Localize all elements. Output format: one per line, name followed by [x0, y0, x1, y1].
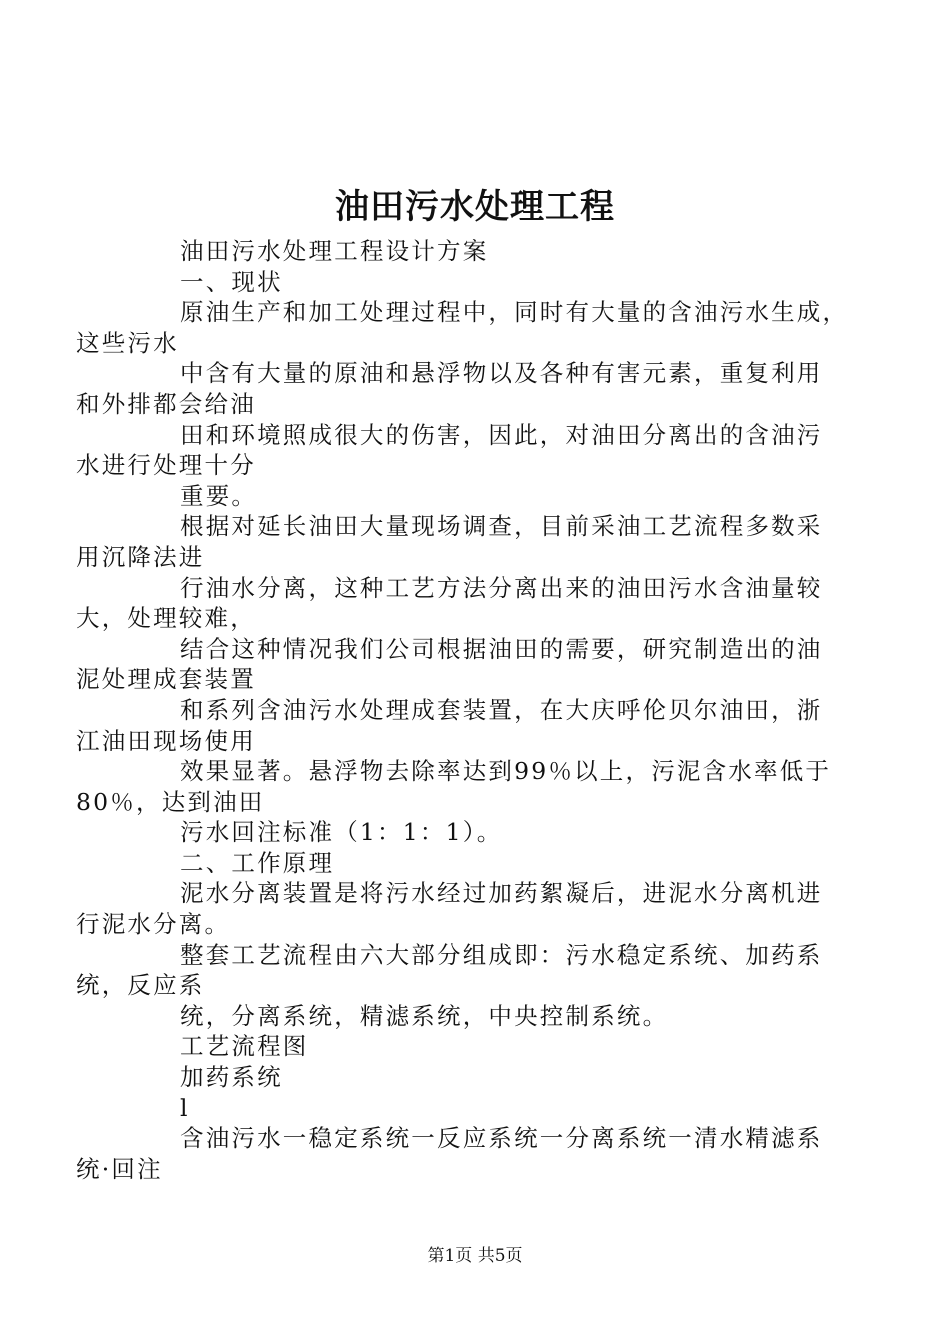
paragraph: [76, 756, 838, 817]
paragraph: [76, 634, 838, 695]
paragraph-continuation: 和外排都会给油: [76, 389, 256, 418]
paragraph-continuation: 统·回注: [76, 1154, 163, 1183]
paragraph-first-line: 行油水分离，这种工艺方法分离出来的油田污水含油量较: [180, 573, 823, 602]
paragraph-continuation: 行泥水分离。: [76, 910, 231, 939]
paragraph-first-line: 效果显著。悬浮物去除率达到99％以上，污泥含水率低于: [180, 757, 832, 786]
paragraph: [128, 1001, 838, 1032]
paragraph: [76, 358, 838, 419]
paragraph: [76, 511, 838, 572]
paragraph: [128, 848, 838, 879]
paragraph: [128, 236, 838, 267]
paragraph-continuation: 这些污水: [76, 328, 179, 357]
paragraph-continuation: 用沉降法进: [76, 542, 205, 571]
paragraph: [128, 817, 838, 848]
document-body: [76, 236, 849, 1184]
paragraph: [128, 1062, 838, 1093]
paragraph: [76, 940, 838, 1001]
paragraph-first-line: 整套工艺流程由六大部分组成即：污水稳定系统、加药系: [180, 940, 823, 969]
paragraph-first-line: 原油生产和加工处理过程中，同时有大量的含油污水生成，: [180, 298, 849, 327]
paragraph-first-line: 和系列含油污水处理成套装置，在大庆呼伦贝尔油田，浙: [180, 695, 823, 724]
paragraph-continuation: 统，反应系: [76, 971, 205, 1000]
paragraph: [76, 1123, 838, 1184]
paragraph-continuation: 80％，达到油田: [76, 787, 265, 816]
paragraph-first-line: 加药系统: [180, 1063, 283, 1092]
paragraph-continuation: 江油田现场使用: [76, 726, 256, 755]
paragraph-first-line: l: [180, 1093, 190, 1122]
paragraph: [128, 267, 838, 298]
paragraph-first-line: 含油污水一稳定系统一反应系统一分离系统一清水精滤系: [180, 1124, 823, 1153]
paragraph-first-line: 重要。: [180, 481, 258, 510]
paragraph-first-line: 根据对延长油田大量现场调查，目前采油工艺流程多数采: [180, 512, 823, 541]
paragraph: [128, 481, 838, 512]
paragraph-first-line: 一、现状: [180, 267, 283, 296]
paragraph: [128, 1093, 838, 1124]
page-footer: 第1页 共5页: [427, 1246, 523, 1266]
paragraph-continuation: 大，处理较难，: [76, 604, 256, 633]
paragraph: [76, 297, 849, 358]
paragraph-continuation: 水进行处理十分: [76, 451, 256, 480]
paragraph-first-line: 泥水分离装置是将污水经过加药絮凝后，进泥水分离机进: [180, 879, 823, 908]
paragraph-first-line: 二、工作原理: [180, 848, 335, 877]
paragraph: [128, 1031, 838, 1062]
paragraph: [76, 573, 838, 634]
paragraph-first-line: 统，分离系统，精滤系统，中央控制系统。: [180, 1001, 669, 1030]
paragraph-first-line: 中含有大量的原油和悬浮物以及各种有害元素，重复利用: [180, 359, 823, 388]
paragraph: [76, 878, 838, 939]
document-title: 油田污水处理工程: [335, 187, 615, 227]
paragraph-first-line: 工艺流程图: [180, 1032, 309, 1061]
paragraph-continuation: 泥处理成套装置: [76, 665, 256, 694]
paragraph-first-line: 结合这种情况我们公司根据油田的需要，研究制造出的油: [180, 634, 823, 663]
paragraph-first-line: 油田污水处理工程设计方案: [180, 237, 489, 265]
paragraph-first-line: 污水回注标准（1：1：1）。: [180, 818, 503, 847]
paragraph-first-line: 田和环境照成很大的伤害，因此，对油田分离出的含油污: [180, 420, 823, 449]
paragraph: [76, 420, 838, 481]
paragraph: [76, 695, 838, 756]
